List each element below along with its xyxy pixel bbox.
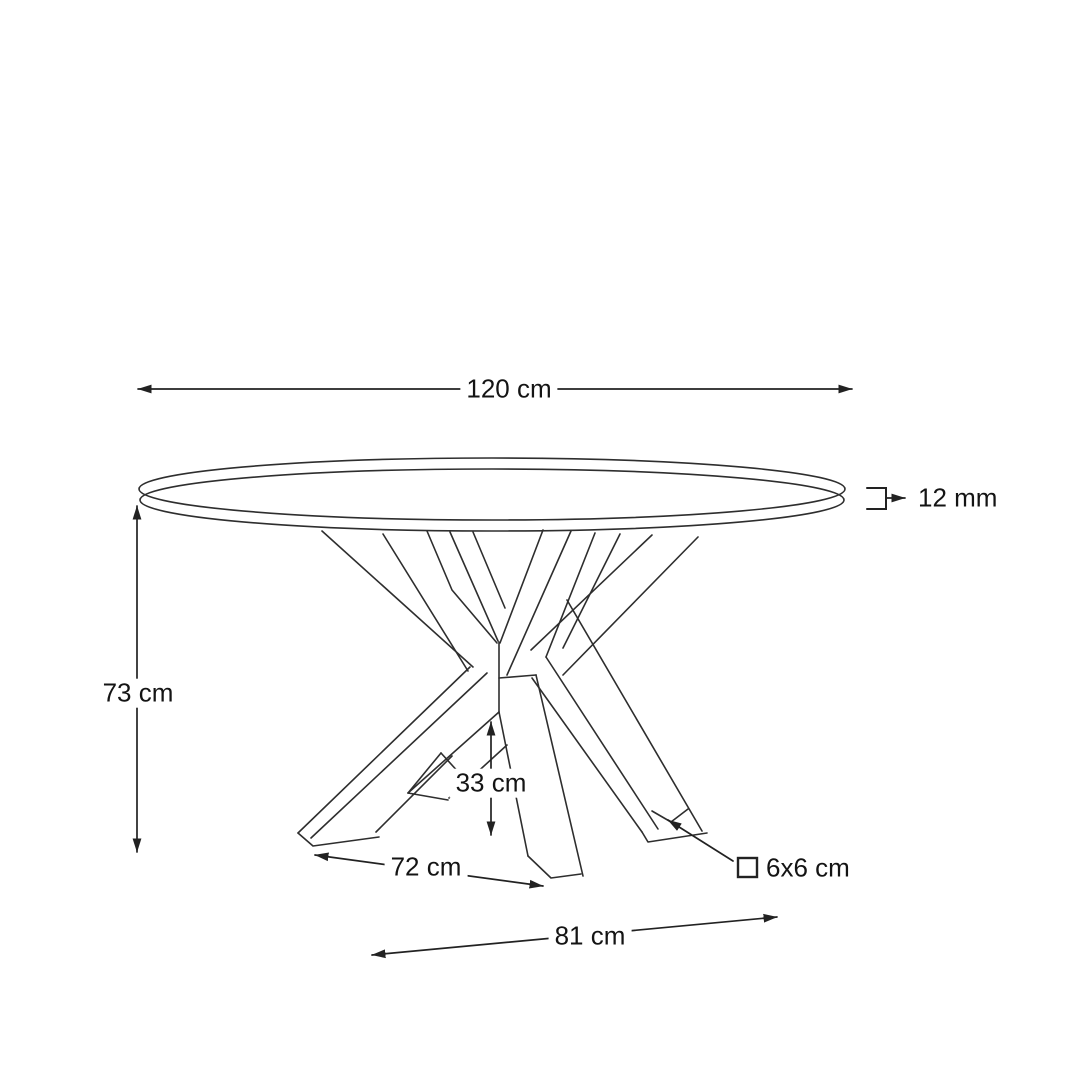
table-drawing xyxy=(139,458,845,878)
front-leg xyxy=(499,642,583,878)
square-section-icon xyxy=(738,858,757,877)
leg-section-label: 6x6 cm xyxy=(766,852,850,883)
leg-upper-fan xyxy=(322,530,698,675)
height-label: 73 cm xyxy=(97,679,180,708)
thickness-label: 12 mm xyxy=(918,482,998,513)
leg-span-label: 72 cm xyxy=(385,853,468,882)
base-span-label: 81 cm xyxy=(549,922,632,951)
left-leg xyxy=(298,667,487,846)
leg-section-leader-arrow xyxy=(668,820,733,861)
diameter-label: 120 cm xyxy=(460,375,557,404)
thickness-bracket-icon xyxy=(867,488,886,509)
right-leg xyxy=(532,600,707,842)
tabletop-top-surface xyxy=(139,458,845,520)
tabletop-rim-edge xyxy=(140,469,844,531)
clearance-label: 33 cm xyxy=(450,769,533,798)
